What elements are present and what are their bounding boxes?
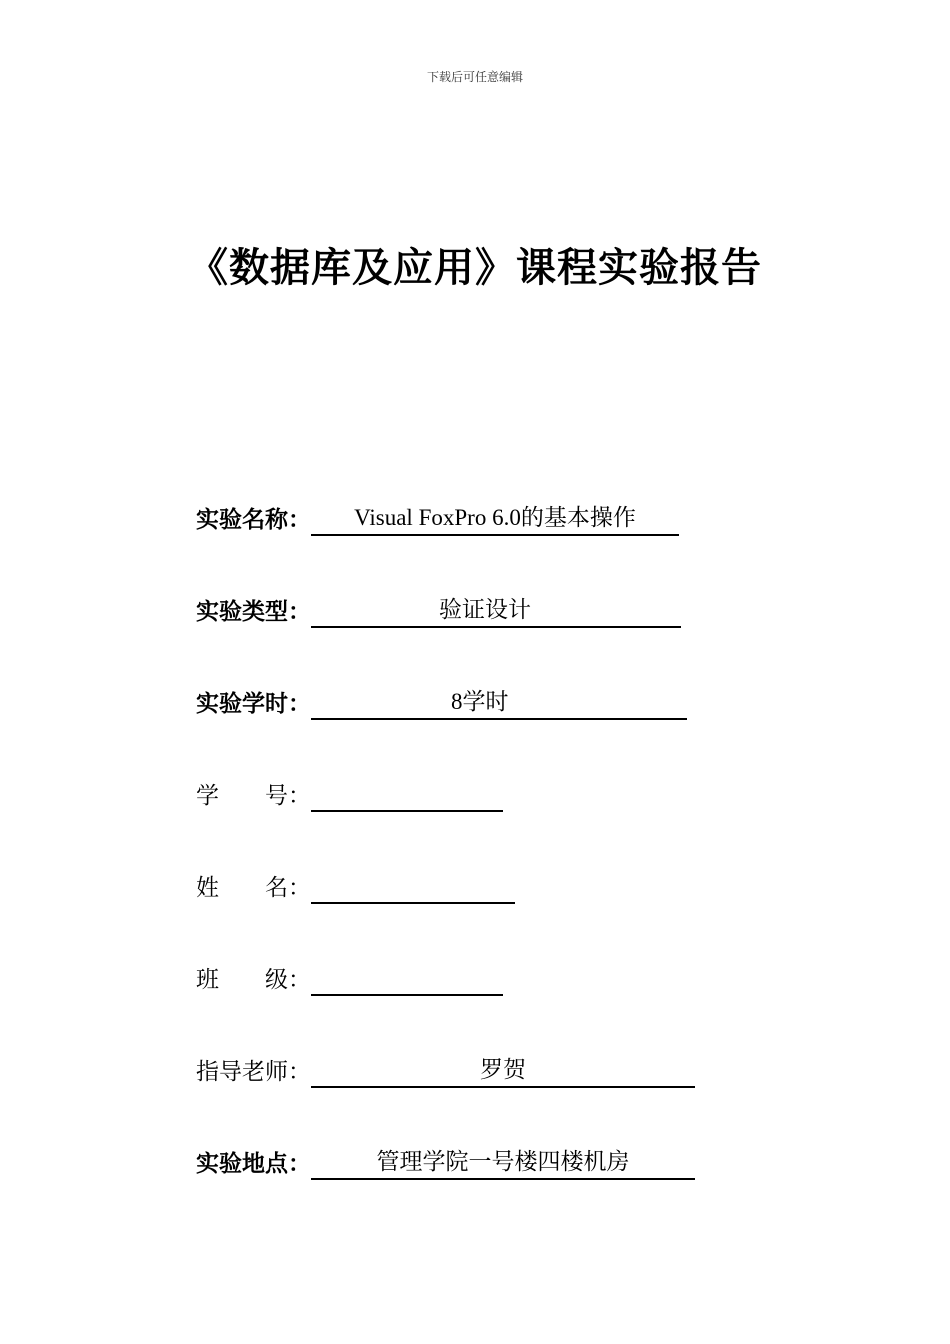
field-label-student-id: 学 号：	[196, 783, 311, 809]
field-instructor	[196, 1048, 695, 1088]
field-label-location: 实验地点：	[196, 1151, 311, 1177]
field-label-experiment-hours: 实验学时：	[196, 691, 311, 717]
field-label-class: 班 级：	[196, 967, 311, 993]
field-class	[196, 956, 503, 996]
field-value-class[interactable]	[311, 993, 503, 996]
document-title: 《数据库及应用》课程实验报告	[188, 245, 762, 291]
field-value-location[interactable]: 管理学院一号楼四楼机房	[311, 1147, 695, 1180]
field-experiment-name	[196, 496, 679, 536]
field-label-experiment-type: 实验类型：	[196, 599, 311, 625]
field-student-id	[196, 772, 503, 812]
field-experiment-type	[196, 588, 681, 628]
field-value-experiment-type[interactable]	[311, 595, 681, 628]
field-value-experiment-hours-text: 8学时	[451, 689, 509, 714]
page-header-note: 下载后可任意编辑	[426, 70, 523, 84]
field-label-student-name: 姓 名：	[196, 875, 311, 901]
field-value-student-name[interactable]	[311, 901, 515, 904]
field-value-experiment-hours[interactable]	[311, 687, 687, 720]
field-student-name	[196, 864, 515, 904]
field-value-student-id[interactable]	[311, 809, 503, 812]
field-experiment-hours	[196, 680, 687, 720]
field-value-experiment-type-text: 验证设计	[439, 597, 531, 622]
field-value-experiment-name[interactable]: Visual FoxPro 6.0的基本操作	[311, 503, 679, 536]
field-location	[196, 1140, 695, 1180]
field-label-instructor: 指导老师：	[196, 1059, 311, 1085]
field-label-experiment-name: 实验名称：	[196, 507, 311, 533]
field-value-instructor[interactable]: 罗贺	[311, 1055, 695, 1088]
